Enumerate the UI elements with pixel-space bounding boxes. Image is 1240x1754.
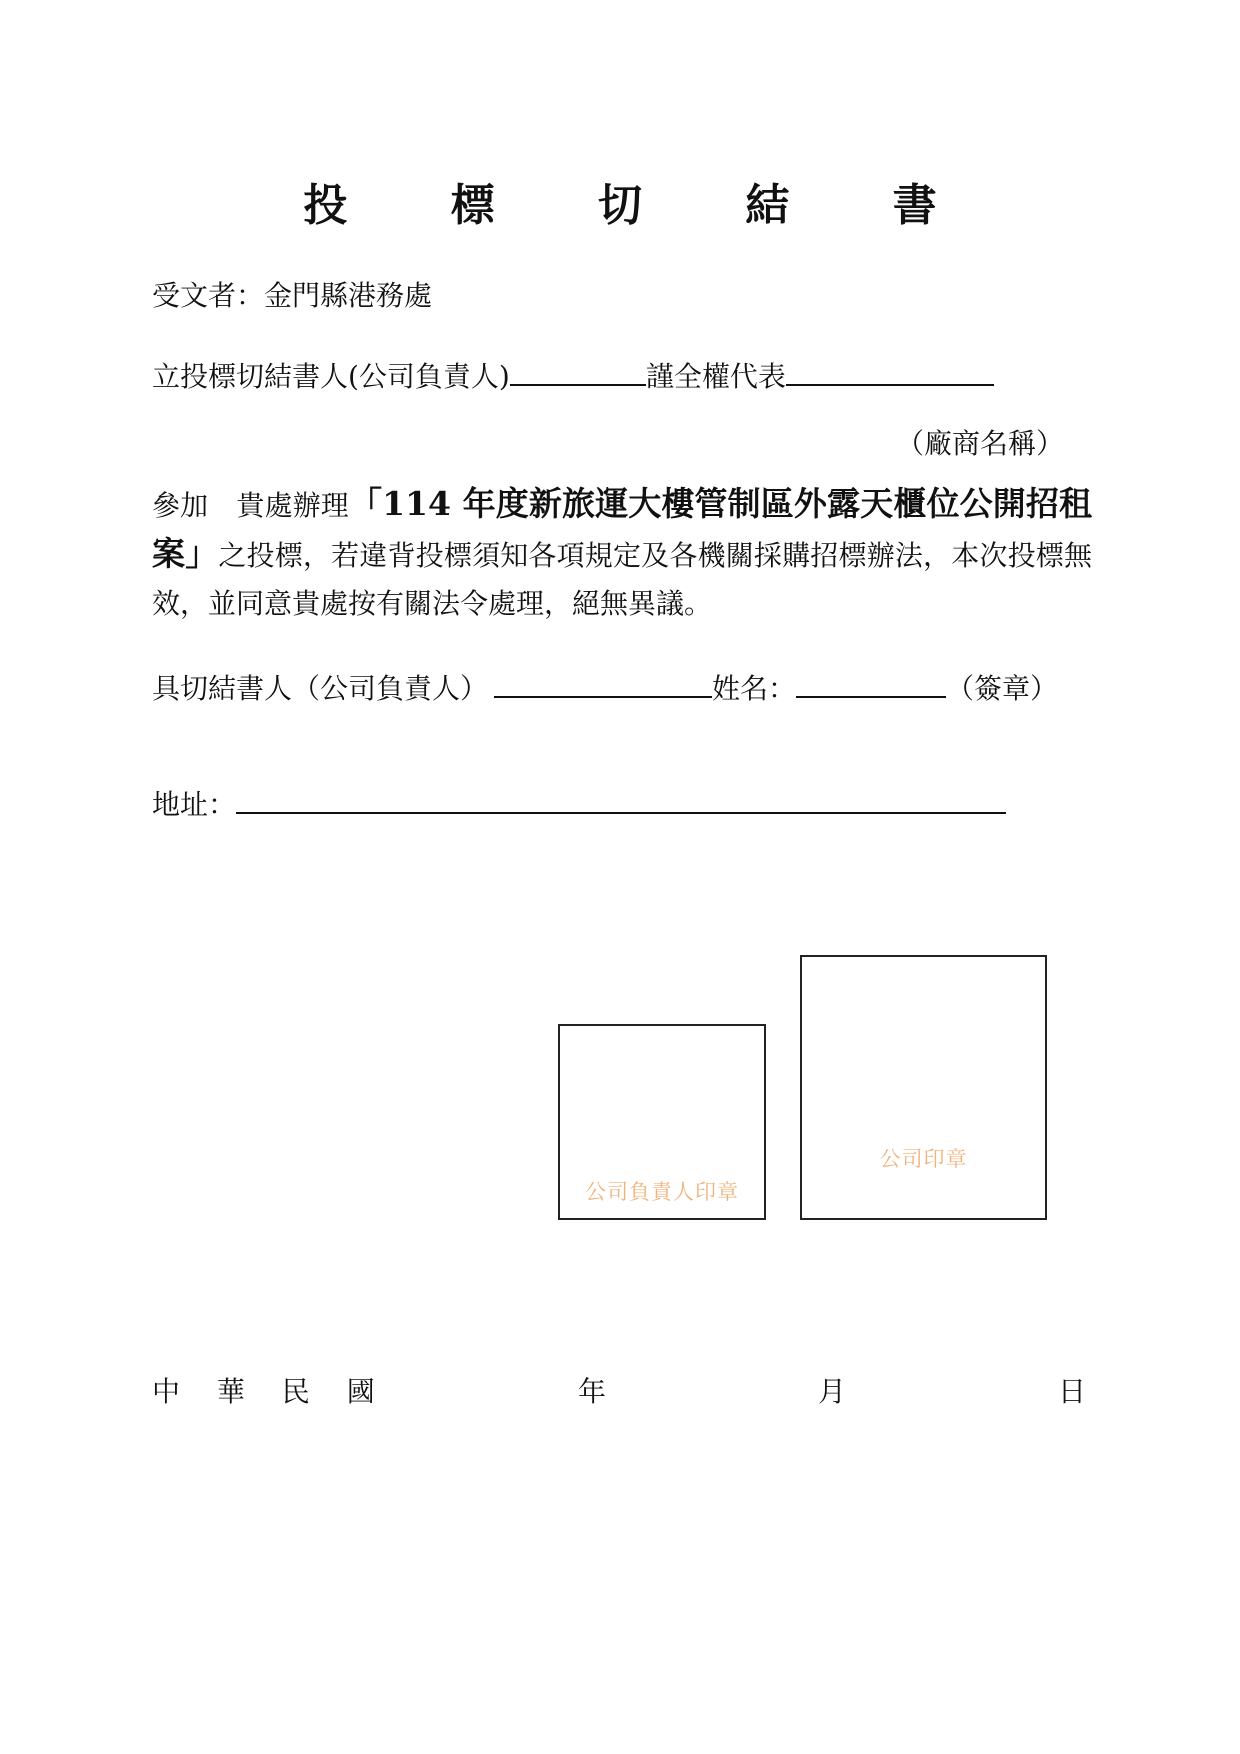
address-blank[interactable] [236, 784, 1006, 814]
declarant-name-blank[interactable] [510, 356, 646, 386]
recipient-name: 金門縣港務處 [264, 279, 433, 312]
quote-open: 「 [348, 484, 383, 523]
recipient-line [152, 276, 432, 316]
statement-rest: 之投標，若違背投標須知各項規定及各機關採購招標辦法，本次投標無效，並同意貴處按有關法令處理，絕無異議。 [152, 539, 1092, 620]
signer-name-blank[interactable] [796, 668, 946, 698]
signer-blank[interactable] [494, 668, 712, 698]
signer-line [152, 668, 1092, 709]
statement-lead: 參加 貴處辦理 [152, 489, 349, 522]
address-line [152, 784, 1006, 825]
declarant-middle: 謹全權代表 [645, 360, 786, 393]
recipient-label: 受文者： [152, 279, 265, 312]
company-name-blank[interactable] [786, 356, 994, 386]
date-day: 日 [1058, 1375, 1087, 1408]
signer-prefix: 具切結書人（公司負責人） [152, 672, 489, 705]
quote-close: 」 [185, 534, 219, 573]
date-year: 年 [578, 1375, 607, 1408]
signer-name-label: 姓名： [712, 672, 797, 705]
company-stamp-box[interactable] [800, 955, 1047, 1220]
declarant-prefix: 立投標切結書人(公司負責人) [152, 360, 510, 393]
signer-seal-note: （簽章） [946, 672, 1059, 705]
statement-paragraph [152, 480, 1092, 628]
address-label: 地址： [152, 788, 237, 821]
company-stamp-label: 公司印章 [879, 1147, 968, 1171]
document-title: 投 標 切 結 書 [303, 180, 981, 231]
case-name: 114 年度新旅運大樓管制區外露天櫃位公開招租案 [152, 484, 1092, 573]
declarant-line [152, 356, 994, 397]
date-month: 月 [818, 1375, 847, 1408]
responsible-person-stamp-box[interactable] [558, 1024, 766, 1220]
company-name-note: （廠商名稱） [896, 427, 1065, 460]
responsible-person-stamp-label: 公司負責人印章 [585, 1180, 739, 1204]
date-era: 中 華 民 國 [152, 1375, 389, 1408]
